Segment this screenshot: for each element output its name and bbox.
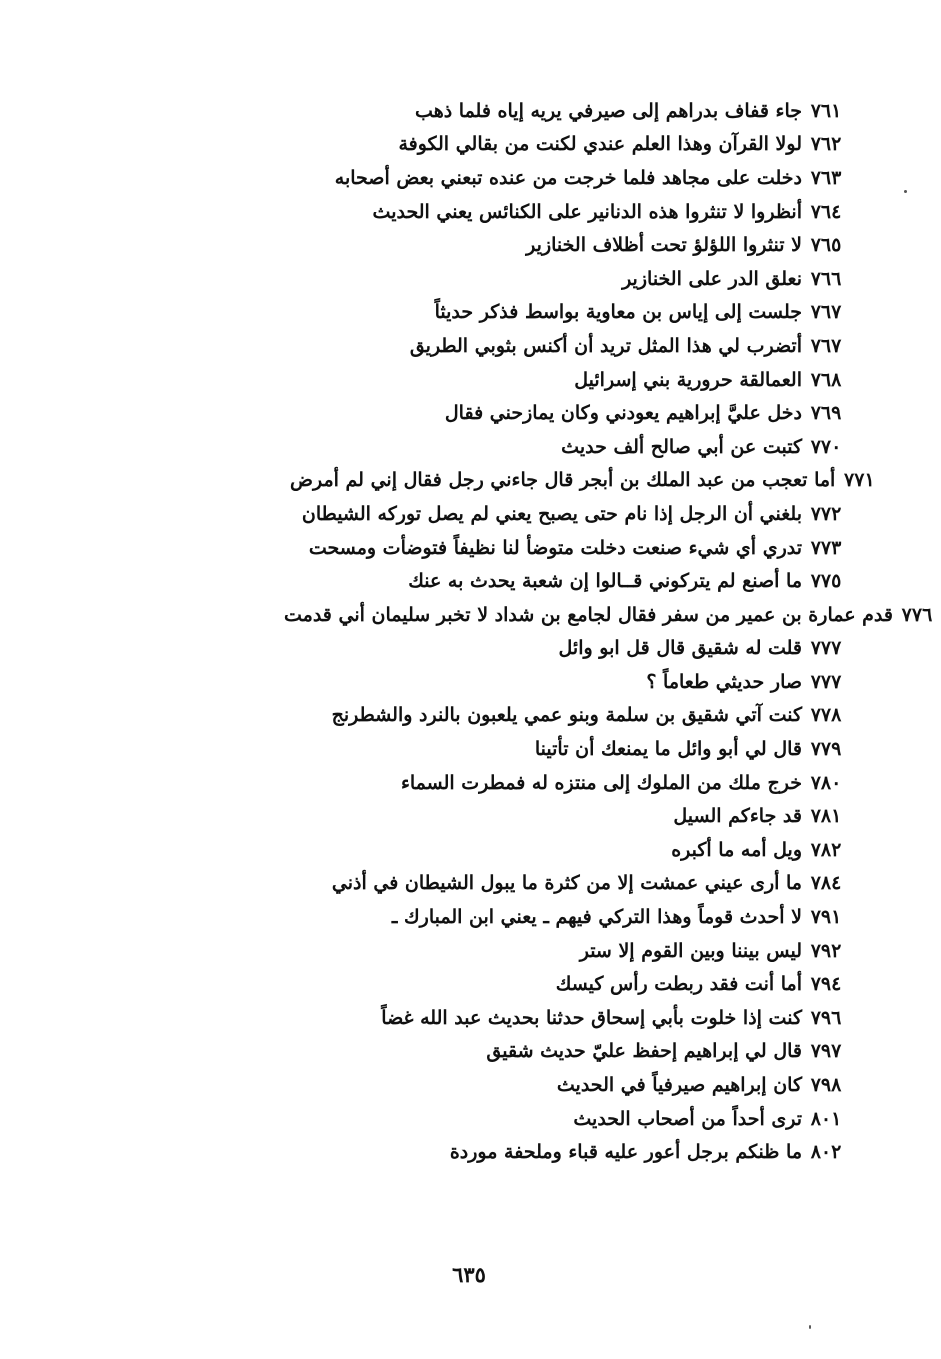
entry-text: العمالقة حرورية بني إسرائيل bbox=[574, 368, 802, 391]
index-row bbox=[240, 867, 850, 901]
entry-text: أنظروا لا تنثروا هذه الدنانير على الكنائس يعني الحديث bbox=[372, 200, 802, 223]
index-row bbox=[240, 665, 850, 699]
entry-page-number: ٧٦٣ bbox=[810, 166, 842, 189]
index-row bbox=[240, 1135, 850, 1169]
entry-text: لا أحدث قوماً وهذا التركي فيهم ـ يعني ابن المبارك ـ bbox=[391, 906, 802, 929]
index-row bbox=[240, 934, 850, 968]
entry-text: ما أرى عيني عمشت إلا من كثرة ما يبول الشيطان في أذني bbox=[331, 872, 802, 895]
index-row bbox=[240, 967, 850, 1001]
entry-page-number: ٧٧٢ bbox=[810, 502, 842, 525]
index-row bbox=[240, 632, 850, 666]
entry-page-number: ٧٦١ bbox=[810, 99, 842, 122]
index-row bbox=[240, 262, 850, 296]
entry-text: دخلت على مجاهد فلما خرجت من عنده تبعني بعض أصحابه bbox=[334, 166, 802, 189]
index-row bbox=[240, 564, 850, 598]
entry-page-number: ٧٨٠ bbox=[810, 771, 842, 794]
entry-page-number: ٧٩٢ bbox=[810, 939, 842, 962]
index-row bbox=[240, 833, 850, 867]
entry-page-number: ٧٦٨ bbox=[810, 368, 842, 391]
entry-text: قلت له شقيق قال قل ابو وائل bbox=[558, 637, 802, 660]
scan-speck bbox=[904, 190, 907, 193]
entry-page-number: ٧٧٠ bbox=[810, 435, 842, 458]
index-row bbox=[240, 598, 933, 632]
index-row bbox=[240, 766, 850, 800]
index-row bbox=[240, 430, 850, 464]
index-row bbox=[240, 1035, 850, 1069]
entry-page-number: ٨٠١ bbox=[810, 1107, 842, 1130]
entry-text: قال لي إبراهيم إحفظ عليّ حديث شقيق bbox=[486, 1040, 802, 1063]
entry-text: قال لي أبو وائل ما يمنعك أن تأتينا bbox=[534, 738, 802, 761]
entry-text: قد جاءكم السيل bbox=[673, 805, 802, 828]
index-row bbox=[240, 699, 850, 733]
entry-page-number: ٧٦٥ bbox=[810, 234, 842, 257]
entry-text: لولا القرآن وهذا العلم عندي لكنت من بقالي الكوفة bbox=[398, 133, 802, 156]
entry-page-number: ٧٨٢ bbox=[810, 838, 842, 861]
index-row bbox=[240, 296, 850, 330]
entry-text: ويل أمه ما أكبره bbox=[671, 838, 802, 861]
entry-page-number: ٧٨١ bbox=[810, 805, 842, 828]
entry-page-number: ٧٧٣ bbox=[810, 536, 842, 559]
entry-text: أما تعجب من عبد الملك بن أبجر قال جاءني رجل فقال إني لم أمرض bbox=[290, 469, 836, 492]
entry-text: قدم عمارة بن عمير من سفر فقال لجامع بن شداد لا تخبر سليمان أني قدمت bbox=[284, 603, 893, 626]
entry-text: جاء قفاف بدراهم إلى صيرفي يريه إياه فلما ذهب bbox=[415, 99, 802, 122]
index-row bbox=[240, 1102, 850, 1136]
entry-page-number: ٧٦٤ bbox=[810, 200, 842, 223]
entry-page-number: ٧٧٧ bbox=[810, 670, 842, 693]
entry-page-number: ٧٧٥ bbox=[810, 570, 842, 593]
index-row bbox=[240, 195, 850, 229]
entry-text: بلغني أن الرجل إذا نام حتى يصبح يعني لم يصل توركه الشيطان bbox=[301, 502, 802, 525]
entry-page-number: ٧٦٢ bbox=[810, 133, 842, 156]
index-row bbox=[240, 799, 850, 833]
entry-page-number: ٧٦٩ bbox=[810, 402, 842, 425]
index-row bbox=[240, 497, 850, 531]
entry-text: دخل عليَّ إبراهيم يعودني وكان يمازحني فقال bbox=[444, 402, 802, 425]
entry-text: ما أصنع لم يتركوني قــالوا إن شعبة يحدث به عنك bbox=[408, 570, 802, 593]
index-row bbox=[240, 228, 850, 262]
entry-text: لا تنثروا اللؤلؤ تحت أظلاف الخنازير bbox=[526, 234, 802, 257]
entry-page-number: ٧٩١ bbox=[810, 906, 842, 929]
index-row bbox=[240, 94, 850, 128]
entry-text: جلست إلى إياس بن معاوية بواسط فذكر حديثاً bbox=[434, 301, 802, 324]
entry-text: ما ظنكم برجل أعور عليه قباء وملحفة موردة bbox=[449, 1141, 802, 1164]
entry-page-number: ٧٦٧ bbox=[810, 301, 842, 324]
entry-text: كان إبراهيم صيرفياً في الحديث bbox=[556, 1074, 802, 1097]
entry-text: تدري أي شيء صنعت دخلت متوضأ لنا نظيفاً فتوضأت ومسحت bbox=[308, 536, 802, 559]
entry-text: كنت آتي شقيق بن سلمة وبنو عمي يلعبون بالنرد والشطرنج bbox=[331, 704, 802, 727]
index-row bbox=[240, 900, 850, 934]
index-row bbox=[240, 161, 850, 195]
entry-text: ليس بيننا وبين القوم إلا ستر bbox=[579, 939, 802, 962]
entry-page-number: ٧٧٦ bbox=[901, 603, 933, 626]
entry-page-number: ٧٨٤ bbox=[810, 872, 842, 895]
index-list bbox=[240, 94, 933, 1169]
index-row bbox=[240, 363, 850, 397]
entry-page-number: ٧٦٧ bbox=[810, 334, 842, 357]
entry-page-number: ٧٧١ bbox=[844, 469, 875, 492]
entry-page-number: ٧٩٨ bbox=[810, 1074, 842, 1097]
entry-text: ترى أحداً من أصحاب الحديث bbox=[573, 1107, 802, 1130]
index-row bbox=[240, 732, 850, 766]
index-row bbox=[240, 1068, 850, 1102]
entry-page-number: ٧٩٦ bbox=[810, 1006, 842, 1029]
page-number: ٦٣٥ bbox=[452, 1262, 486, 1287]
entry-text: كنت إذا خلوت بأبي إسحاق حدثنا بحديث عبد الله غضاً bbox=[381, 1006, 802, 1029]
entry-page-number: ٨٠٢ bbox=[810, 1141, 842, 1164]
entry-text: كتبت عن أبي صالح ألف حديث bbox=[561, 435, 802, 458]
entry-page-number: ٧٧٨ bbox=[810, 704, 842, 727]
entry-text: نعلق الدر على الخنازير bbox=[622, 267, 802, 290]
index-row bbox=[240, 1001, 850, 1035]
entry-page-number: ٧٧٧ bbox=[810, 637, 842, 660]
index-row bbox=[240, 329, 850, 363]
entry-text: خرج ملك من الملوك إلى منتزه له فمطرت السماء bbox=[400, 771, 802, 794]
index-row bbox=[240, 128, 850, 162]
entry-page-number: ٧٧٩ bbox=[810, 738, 842, 761]
entry-page-number: ٧٦٦ bbox=[810, 267, 842, 290]
index-row bbox=[240, 531, 850, 565]
entry-page-number: ٧٩٧ bbox=[810, 1040, 842, 1063]
entry-text: أتضرب لي هذا المثل تريد أن أكنس بثوبي الطريق bbox=[409, 334, 802, 357]
entry-page-number: ٧٩٤ bbox=[810, 973, 842, 996]
entry-text: صار حديثي طعاماً ؟ bbox=[646, 670, 802, 693]
index-row bbox=[240, 464, 875, 498]
scan-speck bbox=[809, 1325, 811, 1329]
index-row bbox=[240, 396, 850, 430]
entry-text: أما أنت فقد ربطت رأس كيسك bbox=[555, 973, 802, 996]
